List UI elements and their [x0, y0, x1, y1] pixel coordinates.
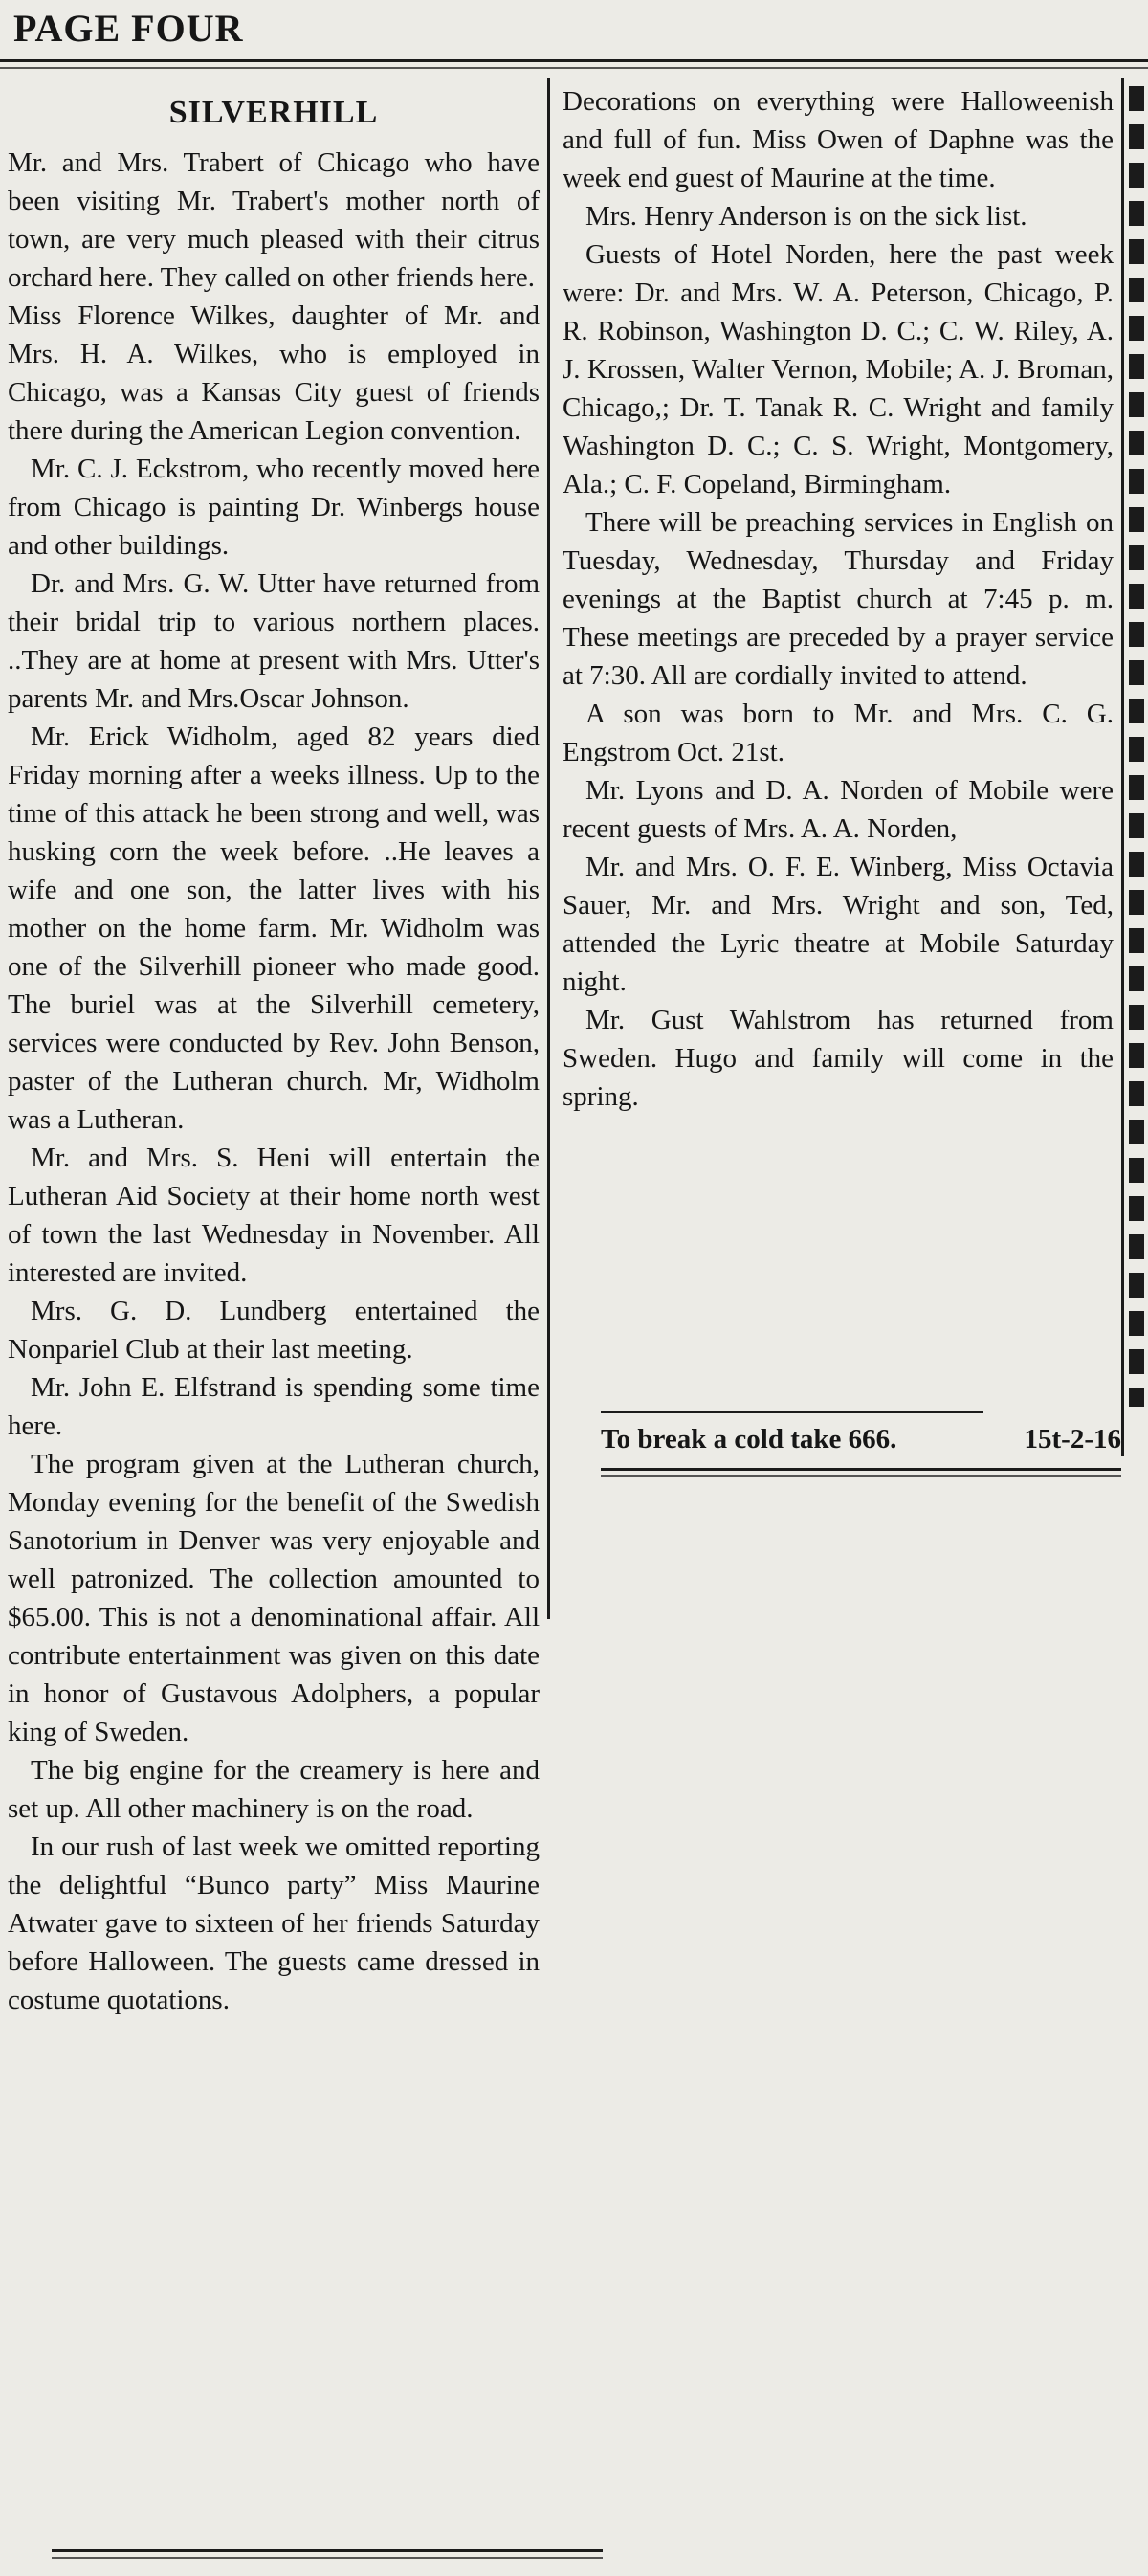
advert-code: 15t-2-16 [1024, 1424, 1121, 1455]
news-item: Mr. and Mrs. Trabert of Chicago who have been visiting Mr. Trabert's mother north of town, are very much pleased with their citrus orchard here. They called on other friends here. [8, 147, 540, 293]
news-item: A son was born to Mr. and Mrs. C. G. Engstrom Oct. 21st. [563, 699, 1114, 767]
news-item: Guests of Hotel Norden, here the past week were: Dr. and Mrs. W. A. Peterson, Chicago, P. R. Robinson, Washington D. C.; C. W. Riley, A. J. Krossen, Walter Vernon, Mobile; A. J. Broman, Chicago,; Dr. T. Tanak R. C. Wright and family Washington D. C.; C. S. Wright, Montgomery, Ala.; C. F. Copeland, Birmingham. [563, 239, 1114, 500]
news-item: The big engine for the creamery is here and set up. All other machinery is on the road. [8, 1755, 540, 1824]
left-column [8, 88, 540, 2019]
news-item: Miss Florence Wilkes, daughter of Mr. and Mrs. H. A. Wilkes, who is employed in Chicago, was a Kansas City guest of friends there during the American Legion convention. [8, 300, 540, 446]
news-item: Decorations on everything were Halloweenish and full of fun. Miss Owen of Daphne was the week end guest of Maurine at the time. [563, 86, 1114, 193]
left-column-end-rule [52, 2549, 603, 2552]
left-column-end-rule-thin [52, 2557, 603, 2559]
header-rule-thin [0, 67, 1148, 69]
adjacent-column-edge [1129, 86, 1144, 1407]
right-column-end-rule [601, 1468, 1121, 1471]
news-item: The program given at the Lutheran church, Monday evening for the benefit of the Swedish Sanotorium in Denver was very enjoyable and well patronized. The collection amounted to $65.00. This is not a denominational affair. All contribute entertainment was given on this date in honor of Gustavous Adolphers, a popular king of Sweden. [8, 1449, 540, 1747]
news-item: Mr. C. J. Eckstrom, who recently moved here from Chicago is painting Dr. Winbergs house and other buildings. [8, 454, 540, 561]
news-item: Mr. Erick Widholm, aged 82 years died Friday morning after a weeks illness. Up to the time of this attack he been strong and well, was husking corn the week before. ..He leaves a wife and one son, the latter lives with his mother on the home farm. Mr. Widholm was one of the Silverhill pioneer who made good. The buriel was at the Silverhill cemetery, services were conducted by Rev. John Benson, paster of the Lutheran church. Mr, Widholm was a Lutheran. [8, 722, 540, 1135]
news-item: Dr. and Mrs. G. W. Utter have returned from their bridal trip to various northern places. ..They are at home at present with Mrs. Utter's parents Mr. and Mrs.Oscar Johnson. [8, 568, 540, 714]
right-column-divider [1121, 78, 1124, 1456]
advert-line [601, 1420, 1121, 1458]
news-item: Mr. Gust Wahlstrom has returned from Sweden. Hugo and family will come in the spring. [563, 1005, 1114, 1112]
right-column [563, 82, 1114, 1116]
header-rule [0, 59, 1148, 62]
right-column-end-rule-thin [601, 1475, 1121, 1477]
news-item: Mrs. G. D. Lundberg entertained the Nonpariel Club at their last meeting. [8, 1296, 540, 1365]
news-item: Mr. John E. Elfstrand is spending some time here. [8, 1372, 540, 1441]
news-item: Mrs. Henry Anderson is on the sick list. [585, 201, 1027, 232]
news-item: Mr. and Mrs. S. Heni will entertain the Lutheran Aid Society at their home north west of town the last Wednesday in November. All interested are invited. [8, 1143, 540, 1288]
advert-top-rule [601, 1411, 983, 1413]
news-item: There will be preaching services in English on Tuesday, Wednesday, Thursday and Friday evenings at the Baptist church at 7:45 p. m. These meetings are preceded by a prayer service at 7:30. All are cordially invited to attend. [563, 507, 1114, 691]
news-item: Mr. and Mrs. O. F. E. Winberg, Miss Octavia Sauer, Mr. and Mrs. Wright and son, Ted, attended the Lyric theatre at Mobile Saturday night. [563, 852, 1114, 997]
news-item: In our rush of last week we omitted reporting the delightful “Bunco party” Miss Maurine Atwater gave to sixteen of her friends Saturday before Halloween. The guests came dressed in costume quotations. [8, 1832, 540, 2015]
page-header: PAGE FOUR [13, 7, 244, 50]
column-divider [547, 78, 550, 1619]
section-title: SILVERHILL [168, 95, 379, 130]
news-item: Mr. Lyons and D. A. Norden of Mobile were recent guests of Mrs. A. A. Norden, [563, 775, 1114, 844]
advert-text: To break a cold take 666. [601, 1424, 897, 1455]
